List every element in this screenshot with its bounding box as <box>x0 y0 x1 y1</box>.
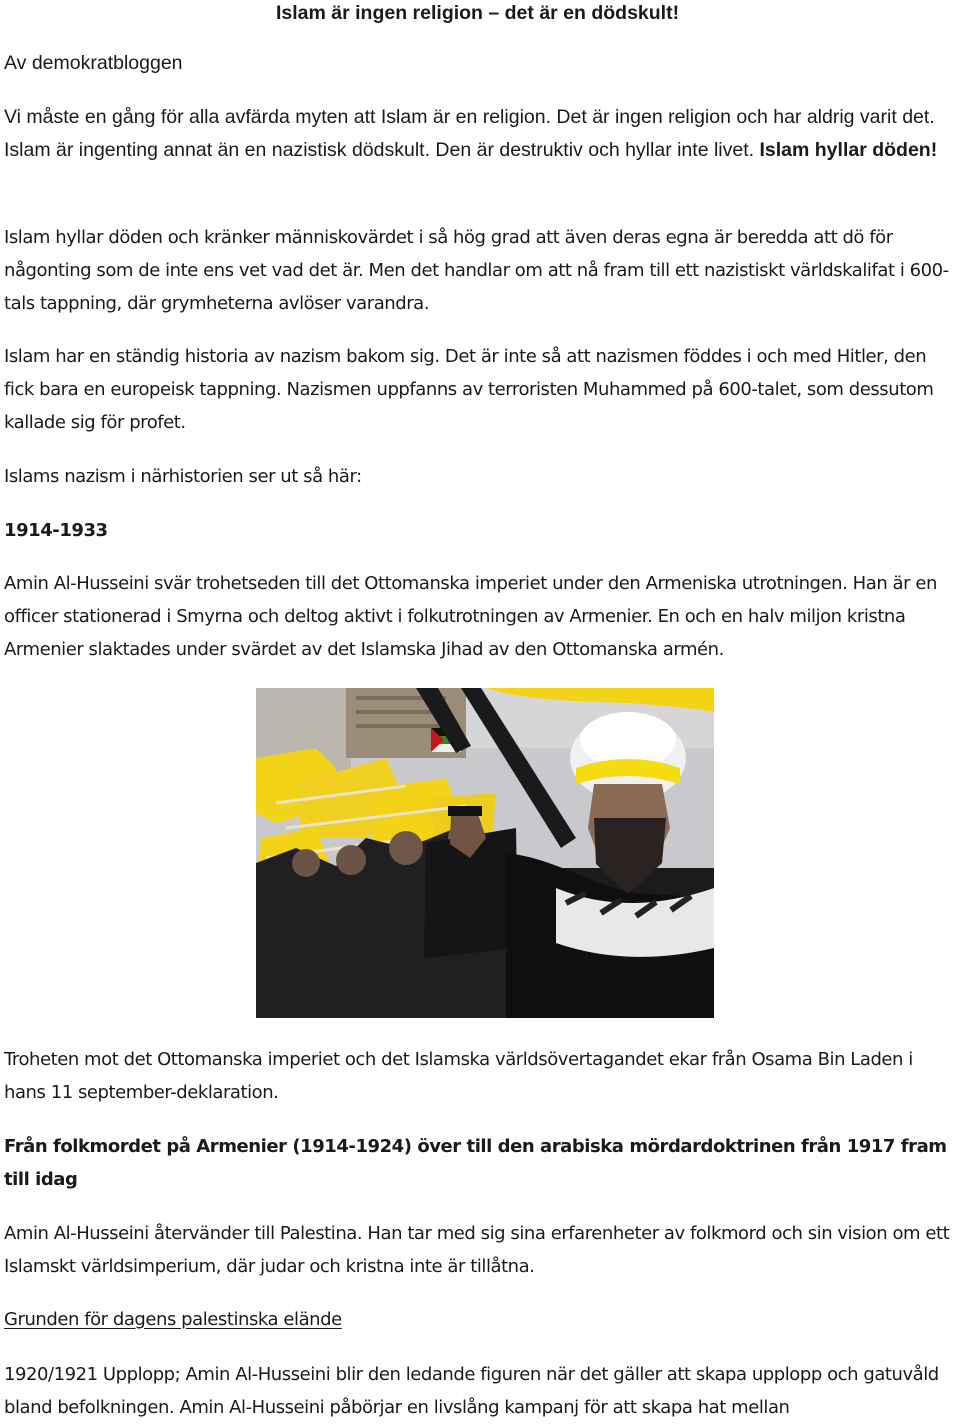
paragraph-7: Amin Al-Husseini återvänder till Palestina. Han tar med sig sina erfarenheter av folkmord och sin vision om ett Islamskt världsimperium, där judar och kristna inte är tillåtna. <box>4 1223 950 1277</box>
heading-grunden: Grunden för dagens palestinska elände <box>4 1309 342 1330</box>
byline: Av demokratbloggen <box>4 52 183 74</box>
page-title: Islam är ingen religion – det är en dödskult! <box>276 2 680 24</box>
paragraph-8: 1920/1921 Upplopp; Amin Al-Husseini blir den ledande figuren när det gäller att skapa upplopp och gatuvåld bland befolkningen. Amin Al-Husseini påbörjar en livslång kampanj för att skapa hat mellan <box>4 1364 939 1418</box>
heading-folkmord: Från folkmordet på Armenier (1914-1924) över till den arabiska mördardoktrinen från 1917 fram till idag <box>4 1136 947 1190</box>
paragraph-6: Troheten mot det Ottomanska imperiet och det Islamska världsövertagandet ekar från Osama Bin Laden i hans 11 september-deklaration. <box>4 1049 913 1103</box>
intro-bold-statement: Islam hyllar döden! <box>759 139 938 161</box>
rally-photo-illustration <box>256 688 714 1018</box>
paragraph-4: Islams nazism i närhistorien ser ut så här: <box>4 466 362 487</box>
paragraph-5: Amin Al-Husseini svär trohetseden till det Ottomanska imperiet under den Armeniska utrotningen. Han är en officer stationerad i Smyrna och deltog aktivt i folkutrotningen av Armenier. En och en halv miljon kristna Armenier slaktades under svärdet av det Islamska Jihad av den Ottomanska armén. <box>4 573 937 660</box>
heading-1914-1933: 1914-1933 <box>4 520 108 541</box>
intro-text: Vi måste en gång för alla avfärda myten att Islam är en religion. Det är ingen religion och har aldrig varit det. Islam är ingenting annat än en nazistisk dödskult. Den är destruktiv och hyllar inte livet. <box>4 106 935 161</box>
paragraph-3: Islam har en ständig historia av nazism bakom sig. Det är inte så att nazismen föddes i och med Hitler, den fick bara en europeisk tappning. Nazismen uppfanns av terroristen Muhammed på 600-talet, som dessutom kallade sig för profet. <box>4 346 934 433</box>
rally-photo <box>256 688 714 1018</box>
intro-paragraph <box>4 101 949 167</box>
paragraph-2: Islam hyllar döden och kränker människovärdet i så hög grad att även deras egna är beredda att dö för någonting som de inte ens vet vad det är. Men det handlar om att nå fram till ett nazistiskt världskalifat i 600-tals tappning, där grymheterna avlöser varandra. <box>4 227 949 314</box>
